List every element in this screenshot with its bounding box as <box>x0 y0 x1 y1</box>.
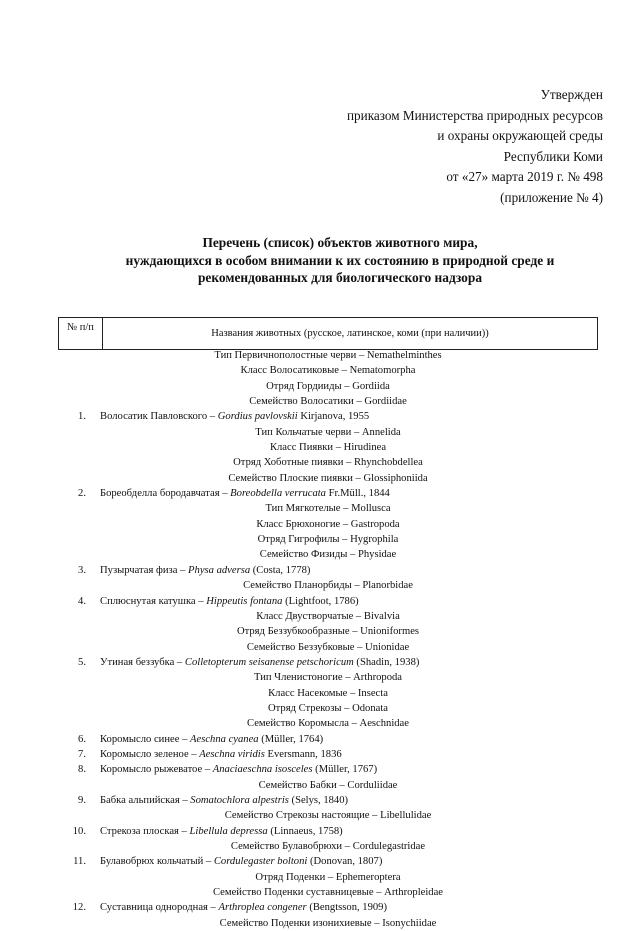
approval-line: от «27» марта 2019 г. № 498 <box>446 169 603 184</box>
taxon-row <box>58 348 598 363</box>
species-authority: (Müller, 1767) <box>312 764 378 776</box>
taxon-name: Отряд Хоботные пиявки – Rhynchobdellea <box>233 457 423 469</box>
approval-line: и охраны окружающей среды <box>437 128 603 143</box>
taxon-name: Класс Волосатиковые – Nematomorpha <box>240 365 416 377</box>
taxon-row <box>58 624 598 639</box>
species-name <box>100 762 377 777</box>
title-line: рекомендованных для биологического надзора <box>197 270 483 285</box>
taxon-name: Семейство Поденки изонихиевые – Isonychiidae <box>219 917 437 929</box>
species-russian-name: Коромысло рыжеватое – <box>100 764 213 776</box>
species-row <box>58 655 598 670</box>
taxon-row <box>58 517 598 532</box>
species-name <box>100 747 342 762</box>
title-line: нуждающихся в особом внимании к их состоянию в природной среде и <box>125 252 555 268</box>
taxon-row <box>58 916 598 931</box>
approval-line: Утвержден <box>540 87 603 102</box>
taxon-name: Класс Пиявки – Hirudinea <box>269 442 387 454</box>
species-authority: Kirjanova, 1955 <box>297 411 370 423</box>
species-row <box>58 854 598 869</box>
title-line: Перечень (список) объектов животного мира, <box>202 235 478 250</box>
species-russian-name: Булавобрюх кольчатый – <box>100 856 214 868</box>
document-title <box>60 234 620 287</box>
species-row <box>58 747 598 762</box>
species-latin-name: Boreobdella verrucata <box>230 488 326 500</box>
species-latin-name: Libellula depressa <box>189 825 268 837</box>
species-latin-name: Colletopterum seisanense petschoricum <box>184 656 354 668</box>
taxon-name: Отряд Гигрофилы – Hygrophila <box>257 534 399 546</box>
row-number: 12. <box>72 902 86 914</box>
approval-line: (приложение № 4) <box>500 189 603 205</box>
species-russian-name: Коромысло зеленое – <box>100 748 200 760</box>
row-number: 5. <box>78 656 86 668</box>
taxon-name: Семейство Физиды – Physidae <box>259 549 397 561</box>
taxon-name: Семейство Беззубковые – Unionidae <box>246 641 410 653</box>
species-authority: (Selys, 1840) <box>288 794 349 806</box>
species-name <box>100 655 419 670</box>
species-row <box>58 900 598 915</box>
species-latin-name: Hippeutis fontana <box>206 595 283 607</box>
species-russian-name: Пузырчатая физа – <box>100 564 189 576</box>
species-latin-name: Anaciaeschna isosceles <box>212 764 313 776</box>
taxon-row <box>58 609 598 624</box>
species-name <box>100 824 343 839</box>
species-authority: (Donovan, 1807) <box>307 856 383 868</box>
row-number: 7. <box>78 748 86 760</box>
taxon-row <box>58 670 598 685</box>
taxon-row <box>58 440 598 455</box>
species-row <box>58 762 598 777</box>
taxon-name: Класс Насекомые – Insecta <box>268 687 388 699</box>
row-number: 3. <box>78 564 86 576</box>
taxon-row <box>58 363 598 378</box>
species-name <box>100 732 323 747</box>
species-row <box>58 824 598 839</box>
species-authority: (Linnaeus, 1758) <box>267 825 343 837</box>
taxon-name: Тип Членистоногие – Arthropoda <box>253 672 402 684</box>
taxon-row <box>58 547 598 562</box>
species-authority: (Müller, 1764) <box>258 733 324 745</box>
approval-line: Республики Коми <box>503 148 603 164</box>
row-number: 11. <box>73 856 86 868</box>
species-authority: Fr.Müll., 1844 <box>325 488 390 500</box>
taxon-name: Класс Двустворчатые – Bivalvia <box>256 610 400 622</box>
approval-line: приказом Министерства природных ресурсов <box>346 107 603 123</box>
taxon-name: Класс Брюхоногие – Gastropoda <box>256 518 400 530</box>
taxon-name: Семейство Коромысла – Aeschnidae <box>247 718 409 730</box>
species-row <box>58 793 598 808</box>
species-authority: (Shadin, 1938) <box>353 656 420 668</box>
taxon-row <box>58 686 598 701</box>
species-russian-name: Коромысло синее – <box>100 733 191 745</box>
column-header-number: № п/п <box>59 318 103 349</box>
species-authority: (Costa, 1778) <box>250 564 311 576</box>
species-row <box>58 594 598 609</box>
taxon-row <box>58 501 598 516</box>
species-latin-name: Cordulegaster boltoni <box>213 856 308 868</box>
species-latin-name: Aeschna viridis <box>199 748 265 760</box>
species-russian-name: Волосатик Павловского – <box>100 411 218 423</box>
taxon-name: Семейство Бабки – Corduliidae <box>258 779 398 791</box>
species-row <box>58 563 598 578</box>
species-russian-name: Стрекоза плоская – <box>100 825 190 837</box>
taxon-row <box>58 379 598 394</box>
species-name <box>100 900 387 915</box>
taxon-name: Семейство Планорбиды – Planorbidae <box>243 580 413 592</box>
taxon-name: Семейство Стрекозы настоящие – Libellulidae <box>224 810 432 822</box>
row-number: 4. <box>78 595 86 607</box>
taxon-row <box>58 425 598 440</box>
species-row <box>58 409 598 424</box>
species-authority: (Bengtsson, 1909) <box>306 902 388 914</box>
species-name <box>100 486 390 501</box>
taxon-name: Тип Кольчатые черви – Annelida <box>255 426 401 438</box>
species-name <box>100 594 359 609</box>
species-name <box>100 854 382 869</box>
table-header <box>58 317 598 350</box>
row-number: 1. <box>78 411 86 423</box>
row-number: 9. <box>78 794 86 806</box>
taxon-row <box>58 394 598 409</box>
taxon-name: Семейство Булавобрюхи – Cordulegastridae <box>230 841 426 852</box>
species-latin-name: Arthroplea congener <box>218 902 307 914</box>
species-row <box>58 732 598 747</box>
species-russian-name: Сплюснутая катушка – <box>100 595 207 607</box>
taxon-row <box>58 808 598 823</box>
taxon-name: Отряд Беззубкообразные – Unioniformes <box>236 626 420 638</box>
taxon-name: Тип Первичнополостные черви – Nemathelminthes <box>214 350 442 361</box>
taxon-name: Отряд Гордииды – Gordiida <box>266 380 390 392</box>
taxon-row <box>58 471 598 486</box>
column-header-names: Названия животных (русское, латинское, коми (при наличии)) <box>211 328 489 339</box>
species-latin-name: Gordius pavlovskii <box>217 411 298 423</box>
taxon-row <box>58 640 598 655</box>
taxon-row <box>58 885 598 900</box>
species-russian-name: Бабка альпийская – <box>100 794 191 806</box>
taxon-name: Семейство Плоские пиявки – Glossiphoniida <box>228 472 428 484</box>
species-name <box>100 409 369 424</box>
row-number: 6. <box>78 733 86 745</box>
row-number: 2. <box>78 488 86 500</box>
taxon-name: Тип Мягкотелые – Mollusca <box>265 503 391 515</box>
species-russian-name: Бореобделла бородавчатая – <box>100 488 231 500</box>
taxon-name: Отряд Стрекозы – Odonata <box>268 702 388 714</box>
species-name <box>100 563 310 578</box>
taxon-row <box>58 716 598 731</box>
species-russian-name: Утиная беззубка – <box>100 656 185 668</box>
taxon-row <box>58 532 598 547</box>
taxon-row <box>58 578 598 593</box>
taxon-row <box>58 455 598 470</box>
species-latin-name: Physa adversa <box>188 564 251 576</box>
species-latin-name: Aeschna cyanea <box>190 733 259 745</box>
species-latin-name: Somatochlora alpestris <box>190 794 289 806</box>
taxon-row <box>58 778 598 793</box>
species-authority: Eversmann, 1836 <box>264 748 342 760</box>
species-list <box>58 348 598 931</box>
species-authority: (Lightfoot, 1786) <box>282 595 359 607</box>
taxon-name: Семейство Поденки суставницевые – Arthropleidae <box>212 887 444 899</box>
approval-block <box>347 85 603 208</box>
taxon-row <box>58 839 598 854</box>
species-row <box>58 486 598 501</box>
taxon-row <box>58 870 598 885</box>
taxon-name: Семейство Волосатики – Gordiidae <box>249 396 407 408</box>
taxon-row <box>58 701 598 716</box>
row-number: 10. <box>72 825 86 837</box>
row-number: 8. <box>78 764 86 776</box>
taxon-name: Отряд Поденки – Ephemeroptera <box>255 871 401 883</box>
species-russian-name: Суставница однородная – <box>100 902 219 914</box>
species-name <box>100 793 348 808</box>
